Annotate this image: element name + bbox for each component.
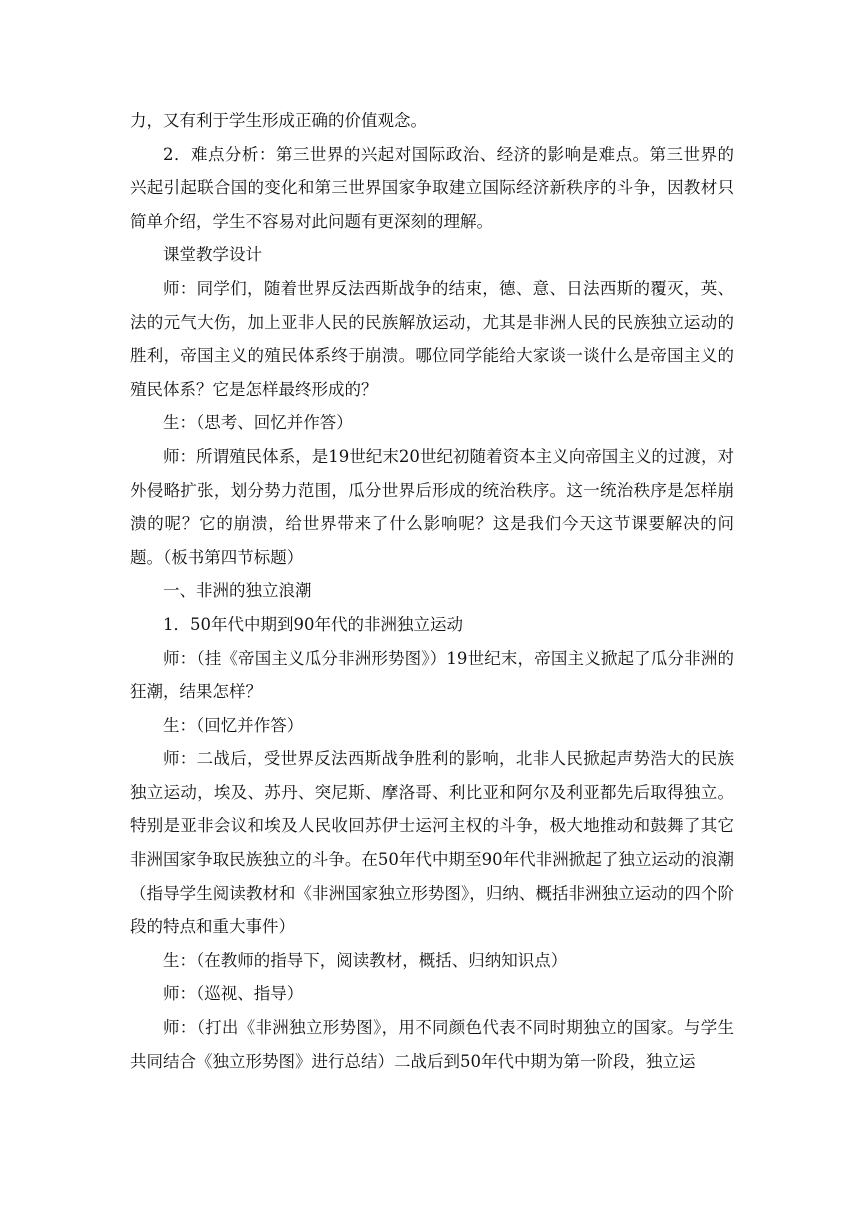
- paragraph-teacher-map: 师：（挂《帝国主义瓜分非洲形势图》）19世纪末，帝国主义掀起了瓜分非洲的狂潮，结果怎样？: [130, 648, 734, 702]
- paragraph-teacher-intro: 师：同学们，随着世界反法西斯战争的结束，德、意、日法西斯的覆灭，英、法的元气大伤，加上亚非人民的民族解放运动，尤其是非洲人民的民族独立运动的胜利，帝国主义的殖民体系终于崩溃。哪位同学能给大家谈一谈什么是帝国主义的殖民体系？它是怎样最终形成的？: [130, 278, 734, 399]
- paragraph-difficulty-analysis: 2．难点分析：第三世界的兴起对国际政治、经济的影响是难点。第三世界的兴起引起联合国的变化和第三世界国家争取建立国际经济新秩序的斗争，因教材只简单介绍，学生不容易对此问题有更深刻的理解。: [130, 144, 734, 231]
- paragraph-teacher-summary: 师：（打出《非洲独立形势图》，用不同颜色代表不同时期独立的国家。与学生共同结合《独立形势图》进行总结）二战后到50年代中期为第一阶段，独立运: [130, 1018, 734, 1071]
- section-heading-classroom-design: 课堂教学设计: [163, 245, 262, 265]
- paragraph-teacher-postwar: 师：二战后，受世界反法西斯战争胜利的影响，北非人民掀起声势浩大的民族独立运动，埃及、苏丹、突尼斯、摩洛哥、利比亚和阿尔及利亚都先后取得独立。特别是亚非会议和埃及人民收回苏伊士运河主权的斗争，极大地推动和鼓舞了其它非洲国家争取民族独立的斗争。在50年代中期至90年代非洲掀起了独立运动的浪潮（指导学生阅读教材和《非洲国家独立形势图》，归纳、概括非洲独立运动的四个阶段的特点和重大事件）: [130, 749, 734, 937]
- paragraph-student-summarize: 生：（在教师的指导下，阅读教材，概括、归纳知识点）: [163, 950, 568, 970]
- subsection-heading-independence-movement: 1．50年代中期到90年代的非洲独立运动: [163, 614, 463, 634]
- paragraph-continuation: 力，又有利于学生形成正确的价值观念。: [130, 111, 427, 130]
- paragraph-teacher-guide: 师：（巡视、指导）: [163, 984, 304, 1004]
- paragraph-student-recall: 生：（回忆并作答）: [163, 715, 304, 735]
- section-heading-africa-independence: 一、非洲的独立浪潮: [163, 581, 312, 601]
- document-body: [130, 104, 734, 1078]
- paragraph-teacher-colonial-system: 师：所谓殖民体系，是19世纪末20世纪初随着资本主义向帝国主义的过渡，对外侵略扩张，划分势力范围，瓜分世界后形成的统治秩序。这一统治秩序是怎样崩溃的呢？它的崩溃，给世界带来了什么影响呢？这是我们今天这节课要解决的问题。（板书第四节标题）: [130, 446, 734, 567]
- paragraph-student-response: 生：（思考、回忆并作答）: [163, 413, 353, 433]
